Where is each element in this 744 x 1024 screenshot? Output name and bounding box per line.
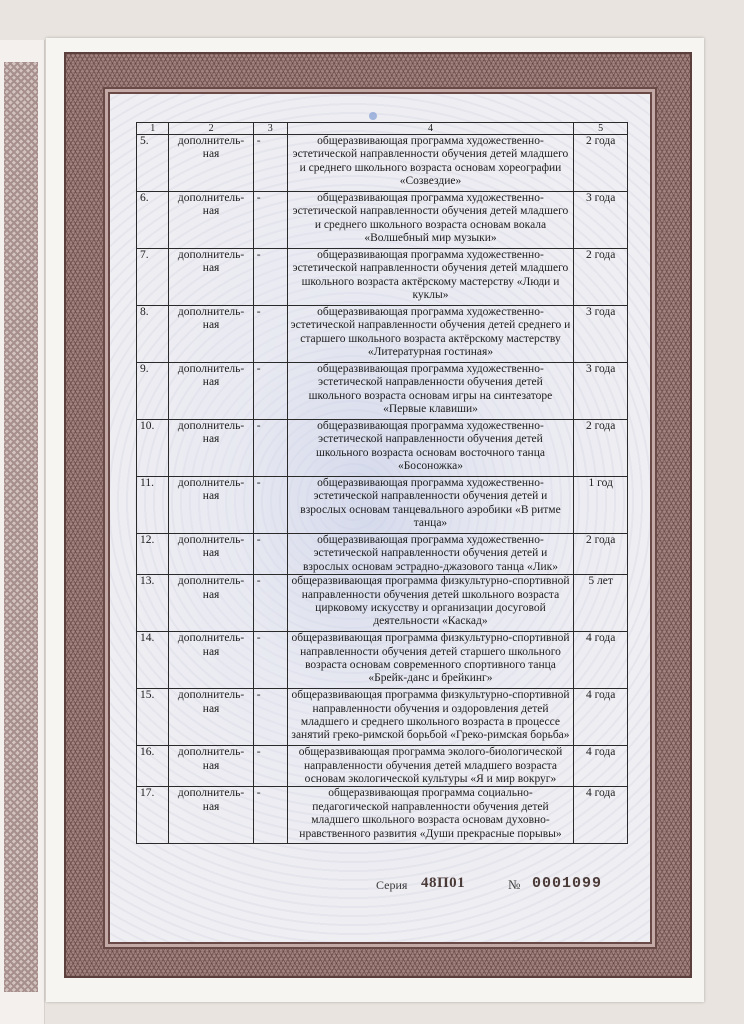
row-col3: - (253, 575, 287, 632)
table-row (137, 787, 628, 844)
header-col-3: 3 (253, 123, 287, 135)
program-type: дополнитель-ная (169, 249, 253, 306)
program-duration: 4 года (574, 746, 628, 787)
program-duration: 2 года (574, 249, 628, 306)
program-duration: 3 года (574, 363, 628, 420)
program-type: дополнитель-ная (169, 135, 253, 192)
row-number: 9. (137, 363, 169, 420)
series-value: 48П01 (421, 875, 466, 891)
program-description: общеразвивающая программа художественно-эстетической направленности обучения детей школьного возраста основам игры на синтезаторе «Первые клавиши» (287, 363, 574, 420)
row-number: 17. (137, 787, 169, 844)
table-row (137, 575, 628, 632)
row-number: 12. (137, 534, 169, 575)
table-row (137, 306, 628, 363)
program-type: дополнитель-ная (169, 306, 253, 363)
program-description: общеразвивающая программа физкультурно-спортивной направленности обучения и оздоровления детей младшего и среднего школьного возраста в процессе занятий греко-римской борьбой «Греко-римская борьба» (287, 689, 574, 746)
program-description: общеразвивающая программа художественно-эстетической направленности обучения детей младшего школьного возраста актёрскому мастерству «Люди и куклы» (287, 249, 574, 306)
program-description: общеразвивающая программа социально-педагогической направленности обучения детей младшего школьного возраста основам духовно-нравственного развития «Души прекрасные порывы» (287, 787, 574, 844)
row-col3: - (253, 787, 287, 844)
row-col3: - (253, 135, 287, 192)
program-type: дополнитель-ная (169, 420, 253, 477)
row-number: 16. (137, 746, 169, 787)
program-type: дополнитель-ная (169, 477, 253, 534)
adjacent-page-frame-pattern (4, 62, 38, 992)
row-number: 7. (137, 249, 169, 306)
table-row (137, 420, 628, 477)
program-type: дополнитель-ная (169, 632, 253, 689)
program-duration: 1 год (574, 477, 628, 534)
program-duration: 4 года (574, 689, 628, 746)
row-col3: - (253, 306, 287, 363)
header-col-4: 4 (287, 123, 574, 135)
program-duration: 2 года (574, 420, 628, 477)
table-row (137, 746, 628, 787)
program-description: общеразвивающая программа художественно-эстетической направленности обучения детей и взрослых основам танцевального аэробики «В ритме танца» (287, 477, 574, 534)
row-col3: - (253, 477, 287, 534)
header-col-5: 5 (574, 123, 628, 135)
table-row (137, 632, 628, 689)
program-type: дополнитель-ная (169, 746, 253, 787)
program-description: общеразвивающая программа художественно-эстетической направленности обучения детей младшего и среднего школьного возраста основам вокала «Волшебный мир музыки» (287, 192, 574, 249)
row-col3: - (253, 534, 287, 575)
table-row (137, 249, 628, 306)
row-number: 15. (137, 689, 169, 746)
ink-dot (369, 112, 377, 120)
program-type: дополнитель-ная (169, 363, 253, 420)
series-label: Серия (376, 878, 408, 892)
program-duration: 3 года (574, 192, 628, 249)
program-description: общеразвивающая программа художественно-эстетической направленности обучения детей среднего и старшего школьного возраста актёрскому мастерству «Литературная гостиная» (287, 306, 574, 363)
program-type: дополнитель-ная (169, 534, 253, 575)
row-col3: - (253, 420, 287, 477)
row-col3: - (253, 249, 287, 306)
table-row (137, 363, 628, 420)
row-number: 5. (137, 135, 169, 192)
row-number: 8. (137, 306, 169, 363)
row-number: 14. (137, 632, 169, 689)
program-description: общеразвивающая программа физкультурно-спортивной направленности обучения детей старшего школьного возраста основам современного спортивного танца «Брейк-данс и брейкинг» (287, 632, 574, 689)
program-type: дополнитель-ная (169, 575, 253, 632)
number-label: № (508, 877, 521, 892)
row-number: 10. (137, 420, 169, 477)
row-col3: - (253, 689, 287, 746)
row-col3: - (253, 632, 287, 689)
row-col3: - (253, 192, 287, 249)
table-header-row (137, 123, 628, 135)
row-col3: - (253, 363, 287, 420)
program-duration: 4 года (574, 787, 628, 844)
program-description: общеразвивающая программа физкультурно-спортивной направленности обучения детей школьного возраста цирковому искусству и организации досуговой деятельности «Каскад» (287, 575, 574, 632)
adjacent-page-edge (0, 40, 45, 1024)
header-col-2: 2 (169, 123, 253, 135)
table-row (137, 534, 628, 575)
program-duration: 2 года (574, 135, 628, 192)
program-type: дополнитель-ная (169, 192, 253, 249)
number-value: 0001099 (532, 875, 603, 892)
table-row (137, 135, 628, 192)
program-type: дополнитель-ная (169, 689, 253, 746)
program-description: общеразвивающая программа художественно-эстетической направленности обучения детей школьного возраста основам восточного танца «Босоножка» (287, 420, 574, 477)
row-number: 6. (137, 192, 169, 249)
row-number: 11. (137, 477, 169, 534)
program-duration: 3 года (574, 306, 628, 363)
table-row (137, 192, 628, 249)
programs-table (136, 122, 628, 844)
program-description: общеразвивающая программа художественно-эстетической направленности обучения детей младшего и среднего школьного возраста основам хореографии «Созвездие» (287, 135, 574, 192)
program-duration: 4 года (574, 632, 628, 689)
program-type: дополнитель-ная (169, 787, 253, 844)
row-number: 13. (137, 575, 169, 632)
program-duration: 5 лет (574, 575, 628, 632)
header-col-1: 1 (137, 123, 169, 135)
table-row (137, 477, 628, 534)
table-row (137, 689, 628, 746)
program-duration: 2 года (574, 534, 628, 575)
program-description: общеразвивающая программа эколого-биологической направленности обучения детей младшего возраста основам экологической культуры «Я и мир вокруг» (287, 746, 574, 787)
row-col3: - (253, 746, 287, 787)
program-description: общеразвивающая программа художественно-эстетической направленности обучения детей и взрослых основам эстрадно-джазового танца «Лик» (287, 534, 574, 575)
